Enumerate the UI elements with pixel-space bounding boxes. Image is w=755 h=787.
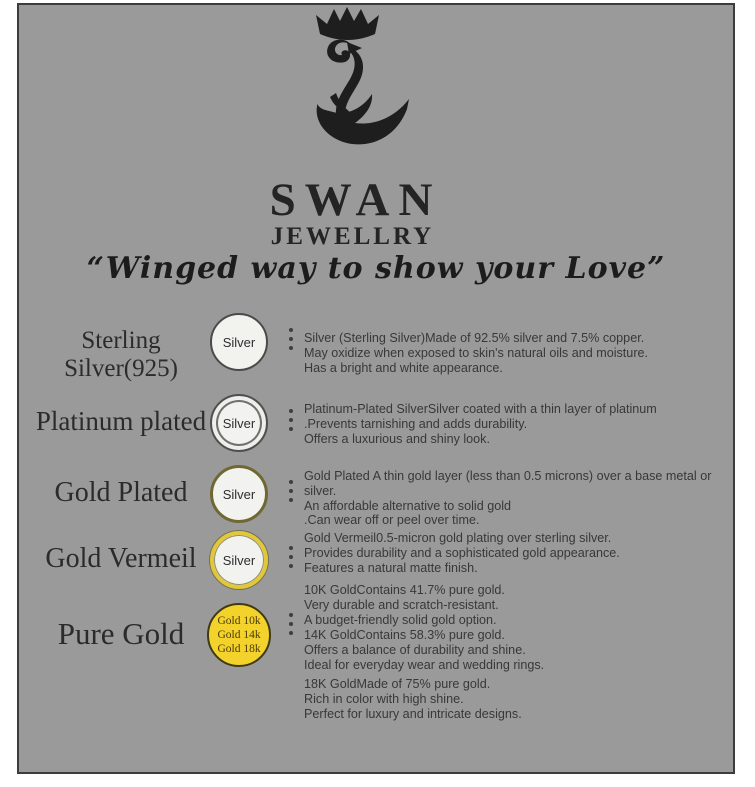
material-description-platinum-plated xyxy=(304,402,744,446)
ellipsis-dots-icon xyxy=(289,613,293,640)
material-description-gold-vermeil xyxy=(304,531,744,575)
description-line: Perfect for luxury and intricate designs. xyxy=(304,706,522,721)
swan-crown-icon xyxy=(290,7,412,175)
material-badge-gold-plated xyxy=(210,465,268,523)
ellipsis-dots-icon xyxy=(289,328,293,355)
description-line: Features a natural matte finish. xyxy=(304,560,478,575)
description-line: .Prevents tarnishing and adds durability. xyxy=(304,416,528,431)
description-line: A budget-friendly solid gold option. xyxy=(304,612,497,627)
material-label-platinum-plated: Platinum plated xyxy=(35,406,207,436)
ellipsis-dots-icon xyxy=(289,480,293,507)
info-panel xyxy=(17,3,735,774)
material-description-sterling-silver xyxy=(304,331,744,375)
description-line: 18K GoldMade of 75% pure gold. xyxy=(304,677,491,691)
material-description-18k-gold xyxy=(304,677,744,721)
description-line: 14K GoldContains 58.3% pure gold. xyxy=(304,628,505,642)
description-line: An affordable alternative to solid gold xyxy=(304,498,512,513)
description-line: Very durable and scratch-resistant. xyxy=(304,597,499,612)
description-line: Gold Plated A thin gold layer (less than 0.5 microns) over a base metal or silver. xyxy=(304,469,712,498)
description-line: Gold Vermeil0.5-micron gold plating over sterling silver. xyxy=(304,531,612,545)
brand-logo xyxy=(201,7,501,250)
badge-label-gold-14k: Gold 14k xyxy=(217,629,261,641)
badge-label: Silver xyxy=(222,486,256,502)
material-badge-platinum-plated xyxy=(210,394,268,452)
badge-label: Silver xyxy=(222,334,256,350)
material-description-14k-gold xyxy=(304,628,744,672)
material-description-10k-gold xyxy=(304,583,744,627)
badge-label-gold-10k: Gold 10k xyxy=(217,615,261,627)
material-label-gold-vermeil: Gold Vermeil xyxy=(45,543,197,574)
ellipsis-dots-icon xyxy=(289,546,293,573)
material-badge-sterling-silver xyxy=(210,313,268,371)
description-line: Silver (Sterling Silver)Made of 92.5% silver and 7.5% copper. xyxy=(304,331,645,345)
material-badge-pure-gold xyxy=(207,603,271,667)
material-description-gold-plated xyxy=(304,469,744,528)
brand-name: SWAN xyxy=(269,174,442,226)
material-badge-gold-vermeil xyxy=(210,531,268,589)
material-label-sterling-silver: Sterling Silver(925) xyxy=(64,327,178,382)
description-line: Provides durability and a sophisticated gold appearance. xyxy=(304,545,620,560)
description-line: .Can wear off or peel over time. xyxy=(304,513,480,528)
badge-label: Silver xyxy=(222,415,256,431)
description-line: May oxidize when exposed to skin's natural oils and moisture. xyxy=(304,345,649,360)
badge-label-gold-18k: Gold 18k xyxy=(217,643,261,655)
description-line: Ideal for everyday wear and wedding rings. xyxy=(304,657,545,672)
material-label-gold-plated: Gold Plated xyxy=(54,477,188,508)
description-line: Has a bright and white appearance. xyxy=(304,360,503,375)
description-line: Offers a balance of durability and shine. xyxy=(304,642,526,657)
description-line: Offers a luxurious and shiny look. xyxy=(304,431,490,446)
brand-tagline: “Winged way to show your Love” xyxy=(86,251,666,286)
description-line: Platinum-Plated SilverSilver coated with a thin layer of platinum xyxy=(304,402,657,416)
description-line: 10K GoldContains 41.7% pure gold. xyxy=(304,583,505,597)
badge-label: Silver xyxy=(222,552,256,568)
material-label-pure-gold: Pure Gold xyxy=(57,616,185,651)
brand-subtitle: JEWELLRY xyxy=(270,223,435,250)
description-line: Rich in color with high shine. xyxy=(304,691,464,706)
ellipsis-dots-icon xyxy=(289,409,293,436)
